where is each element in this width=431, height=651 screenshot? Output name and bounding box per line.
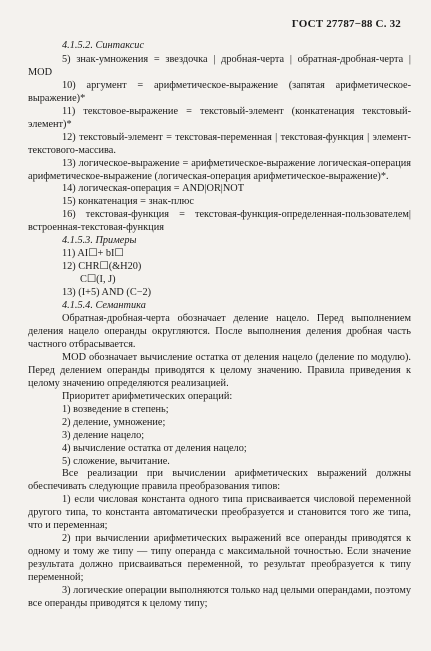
priority-item-3: 3) деление нацело; (62, 429, 145, 441)
example-11: 11) AI☐+ bI☐ (62, 248, 124, 260)
type-conversion-intro: Все реализации при вычислении арифметических выражений должны обеспечивать следующие правила преобразования типов: (28, 468, 411, 493)
rule-14: 14) логическая-операция = AND|OR|NOT (62, 183, 245, 195)
section-heading-examples: 4.1.5.3. Примеры (62, 235, 137, 247)
example-12: 12) CHR☐(&H20) (62, 261, 142, 273)
priority-item-5: 5) сложение, вычитание. (62, 455, 170, 467)
conversion-rule-2: 2) при вычислении арифметических выражений все операнды приводятся к одному и тому же типу — типу операнда с максимальной точностью. Если значение результата должно присваиваться переменной, то результат преобразуется к типу переменной; (28, 533, 411, 584)
conversion-rule-1: 1) если числовая константа одного типа присваивается числовой переменной другого типа, то константа автоматически преобразуется и становится того же типа, что и переменная; (28, 494, 411, 532)
priority-item-1: 1) возведение в степень; (62, 403, 169, 415)
priority-heading: Приоритет арифметических операций: (62, 390, 233, 402)
page-header: ГОСТ 27787−88 С. 32 (291, 18, 401, 30)
rule-13: 13) логическое-выражение = арифметическое-выражение логическая-операция арифметическое-выражение (логическая-операция арифметическое-выражение)*. (28, 157, 411, 182)
priority-item-4: 4) вычисление остатка от деления нацело; (62, 442, 247, 454)
rule-12: 12) текстовый-элемент = текстовая-переменная | текстовая-функция | элемент-текстового-массива. (28, 131, 411, 156)
rule-15: 15) конкатенация = знак-плюс (62, 196, 194, 208)
priority-item-2: 2) деление, умножение; (62, 416, 166, 428)
section-heading-syntax: 4.1.5.2. Синтаксис (62, 40, 145, 51)
rule-11: 11) текстовое-выражение = текстовый-элемент (конкатенация текстовый-элемент)* (28, 105, 411, 130)
semantics-backslash: Обратная-дробная-черта обозначает деление нацело. Перед выполнением деления нацело операнды округляются. После выполнения деления дробная часть частного отбрасывается. (28, 313, 411, 350)
rule-16: 16) текстовая-функция = текстовая-функция-определенная-пользователем|встроенная-текстовая-функция (28, 209, 411, 234)
rule-10: 10) аргумент = арифметическое-выражение (запятая арифметическое-выражение)* (28, 79, 411, 104)
semantics-mod: MOD обозначает вычисление остатка от деления нацело (деление по модулю). Перед делением операнды приводятся к целому значению. Правила приведения к целому значению определяются реализацией. (28, 351, 411, 389)
example-12-continued: C☐(I, J) (80, 274, 116, 286)
section-heading-semantics: 4.1.5.4. Семантика (62, 300, 146, 312)
document-body (28, 40, 411, 611)
conversion-rule-3: 3) логические операции выполняются только над целыми операндами, поэтому все операнды приводятся к целому типу; (28, 585, 411, 609)
example-13: 13) (I+5) AND (C−2) (62, 287, 152, 299)
rule-5: 5) знак-умножения = звездочка | дробная-черта | обратная-дробная-черта | MOD (28, 53, 411, 78)
